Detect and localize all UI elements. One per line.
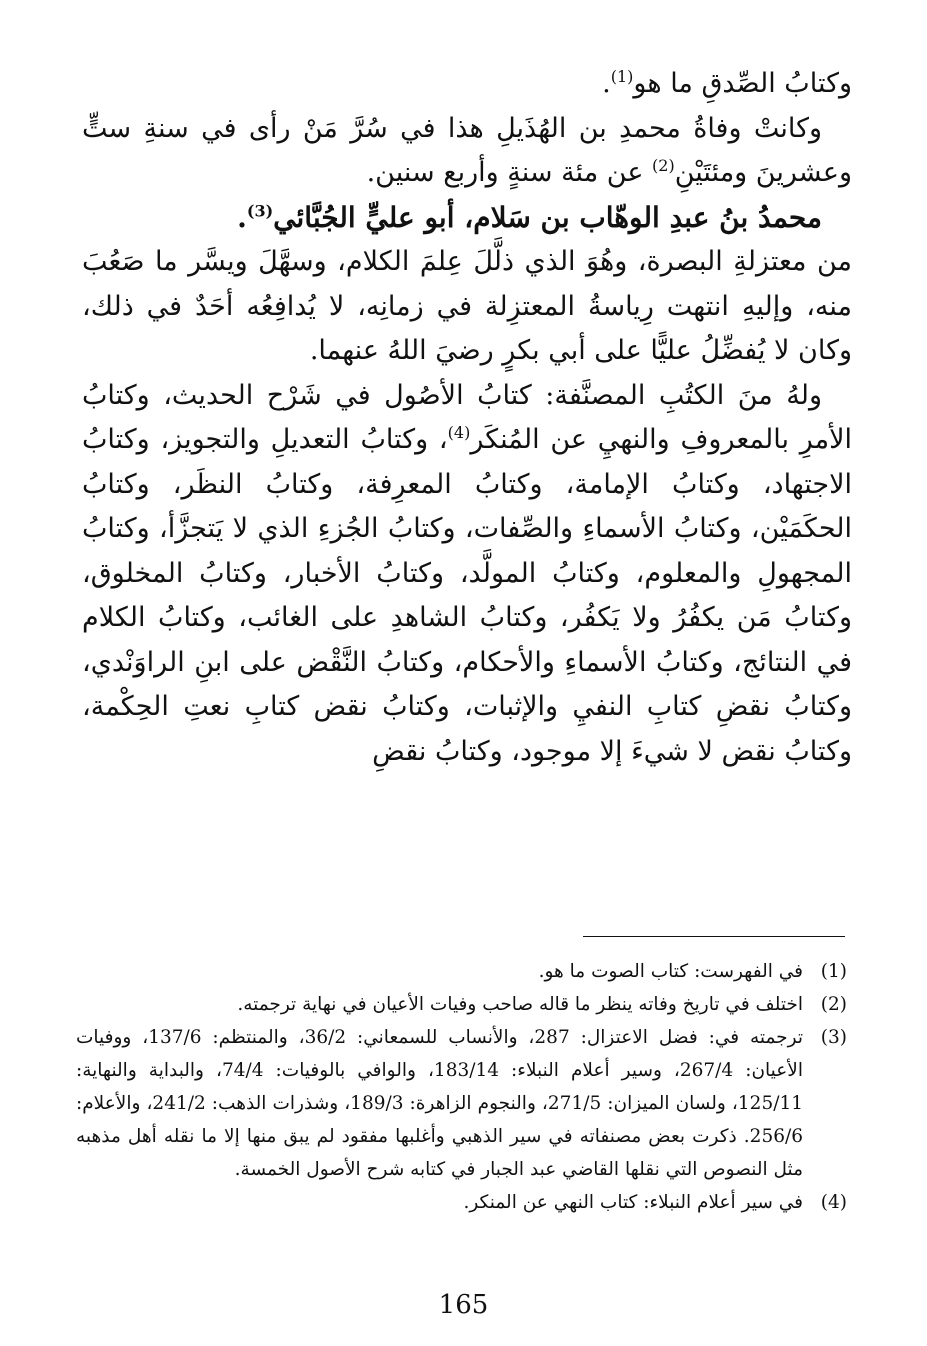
footnote-number: (2): [820, 994, 847, 1015]
paragraph-1: [82, 62, 852, 107]
paragraph-1-text: وكتابُ الصِّدقِ ما هو: [633, 68, 852, 99]
footnote-number: (3): [820, 1027, 847, 1048]
main-text: [82, 62, 852, 774]
footnote-4: [76, 1186, 847, 1219]
footnote-ref-1: (1): [610, 67, 634, 86]
footnote-ref-3: (3): [246, 201, 274, 221]
paragraph-4-text-a: ولهُ منَ الكتُبِ المصنَّفة: كتابُ الأصُول في شَرْح الحديث، وكتابُ الأمرِ بالمعروفِ والنهيِ عن المُنكَر: [82, 379, 852, 455]
footnotes: [76, 955, 847, 1219]
footnote-1: [76, 955, 847, 988]
paragraph-4-text-b: ، وكتابُ التعديلِ والتجويز، وكتابُ الاجتهاد، وكتابُ الإمامة، وكتابُ المعرِفة، وكتابُ النظَر، وكتابُ الحكَمَيْن، وكتابُ الأسماءِ والصِّفات، وكتابُ الجُزءِ الذي لا يَتجزَّأ، وكتابُ المجهولِ والمعلوم، وكتابُ المولَّد، وكتابُ الأخبار، وكتابُ المخلوق، وكتابُ مَن يكفُرُ ولا يَكفُر، وكتابُ الشاهدِ على الغائب، وكتابُ الكلام في النتائج، وكتابُ الأسماءِ والأحكام، وكتابُ النَّقْض على ابنِ الراوَنْدي، وكتابُ نقضِ كتابِ النفيِ والإثبات، وكتابُ نقض كتابِ نعتِ الحِكْمة، وكتابُ نقض لا شيءَ إلا موجود، وكتابُ نقضِ: [82, 424, 852, 767]
paragraph-2-text: وكانتْ وفاةُ محمدِ بن الهُذَيلِ هذا في سُرَّ مَنْ رأى في سنةِ ستٍّ وعشرينَ ومئتَيْنِ: [82, 112, 852, 188]
footnote-ref-2: (2): [652, 156, 675, 175]
paragraph-1-end: .: [602, 68, 611, 99]
footnote-divider: [583, 936, 845, 937]
entry-title-end: .: [237, 200, 247, 234]
paragraph-2: [82, 107, 852, 196]
footnote-2: [76, 988, 847, 1021]
paragraph-3-text: من معتزلةِ البصرة، وهُوَ الذي ذلَّلَ عِلمَ الكلام، وسهَّلَ ويسَّر ما صَعُبَ منه، وإليهِ انتهت رِياسةُ المعتزِلة في زمانِه، لا يُدافِعُه أحَدٌ في ذلك، وكان لا يُفضِّلُ عليًّا على أبي بكرٍ رضيَ اللهُ عنهما.: [82, 246, 852, 366]
footnote-text: في سير أعلام النبلاء: كتاب النهي عن المنكر.: [463, 1192, 803, 1213]
footnote-number: (4): [820, 1192, 847, 1213]
paragraph-3: [82, 240, 852, 374]
entry-title: [82, 196, 852, 241]
footnote-ref-4: (4): [447, 423, 471, 442]
footnote-text: في الفهرست: كتاب الصوت ما هو.: [538, 961, 803, 982]
footnote-text: اختلف في تاريخ وفاته ينظر ما قاله صاحب وفيات الأعيان في نهاية ترجمته.: [237, 994, 803, 1015]
page-number: 165: [438, 1290, 489, 1320]
footnote-number: (1): [820, 961, 847, 982]
paragraph-4: [82, 374, 852, 775]
paragraph-2-end: عن مئة سنةٍ وأربع سنين.: [366, 157, 653, 188]
page-body: [82, 62, 852, 774]
footnote-3: [76, 1021, 847, 1186]
entry-title-text: محمدُ بنُ عبدِ الوهّاب بن سَلام، أبو عليٍّ الجُبَّائي: [273, 200, 822, 234]
footnote-text: ترجمته في: فضل الاعتزال: 287، والأنساب للسمعاني: 36/2، والمنتظم: 137/6، ووفيات الأعيان: 267/4، وسير أعلام النبلاء: 183/14، والوافي بالوفيات: 74/4، والبداية والنهاية: 125/11، ولسان الميزان: 271/5، والنجوم الزاهرة: 189/3، وشذرات الذهب: 241/2، والأعلام: 256/6. ذكرت بعض مصنفاته في سير الذهبي وأغلبها مفقود لم يبق منها إلا ما نقله أهل مذهبه مثل النصوص التي نقلها القاضي عبد الجبار في كتابه شرح الأصول الخمسة.: [76, 1027, 803, 1180]
